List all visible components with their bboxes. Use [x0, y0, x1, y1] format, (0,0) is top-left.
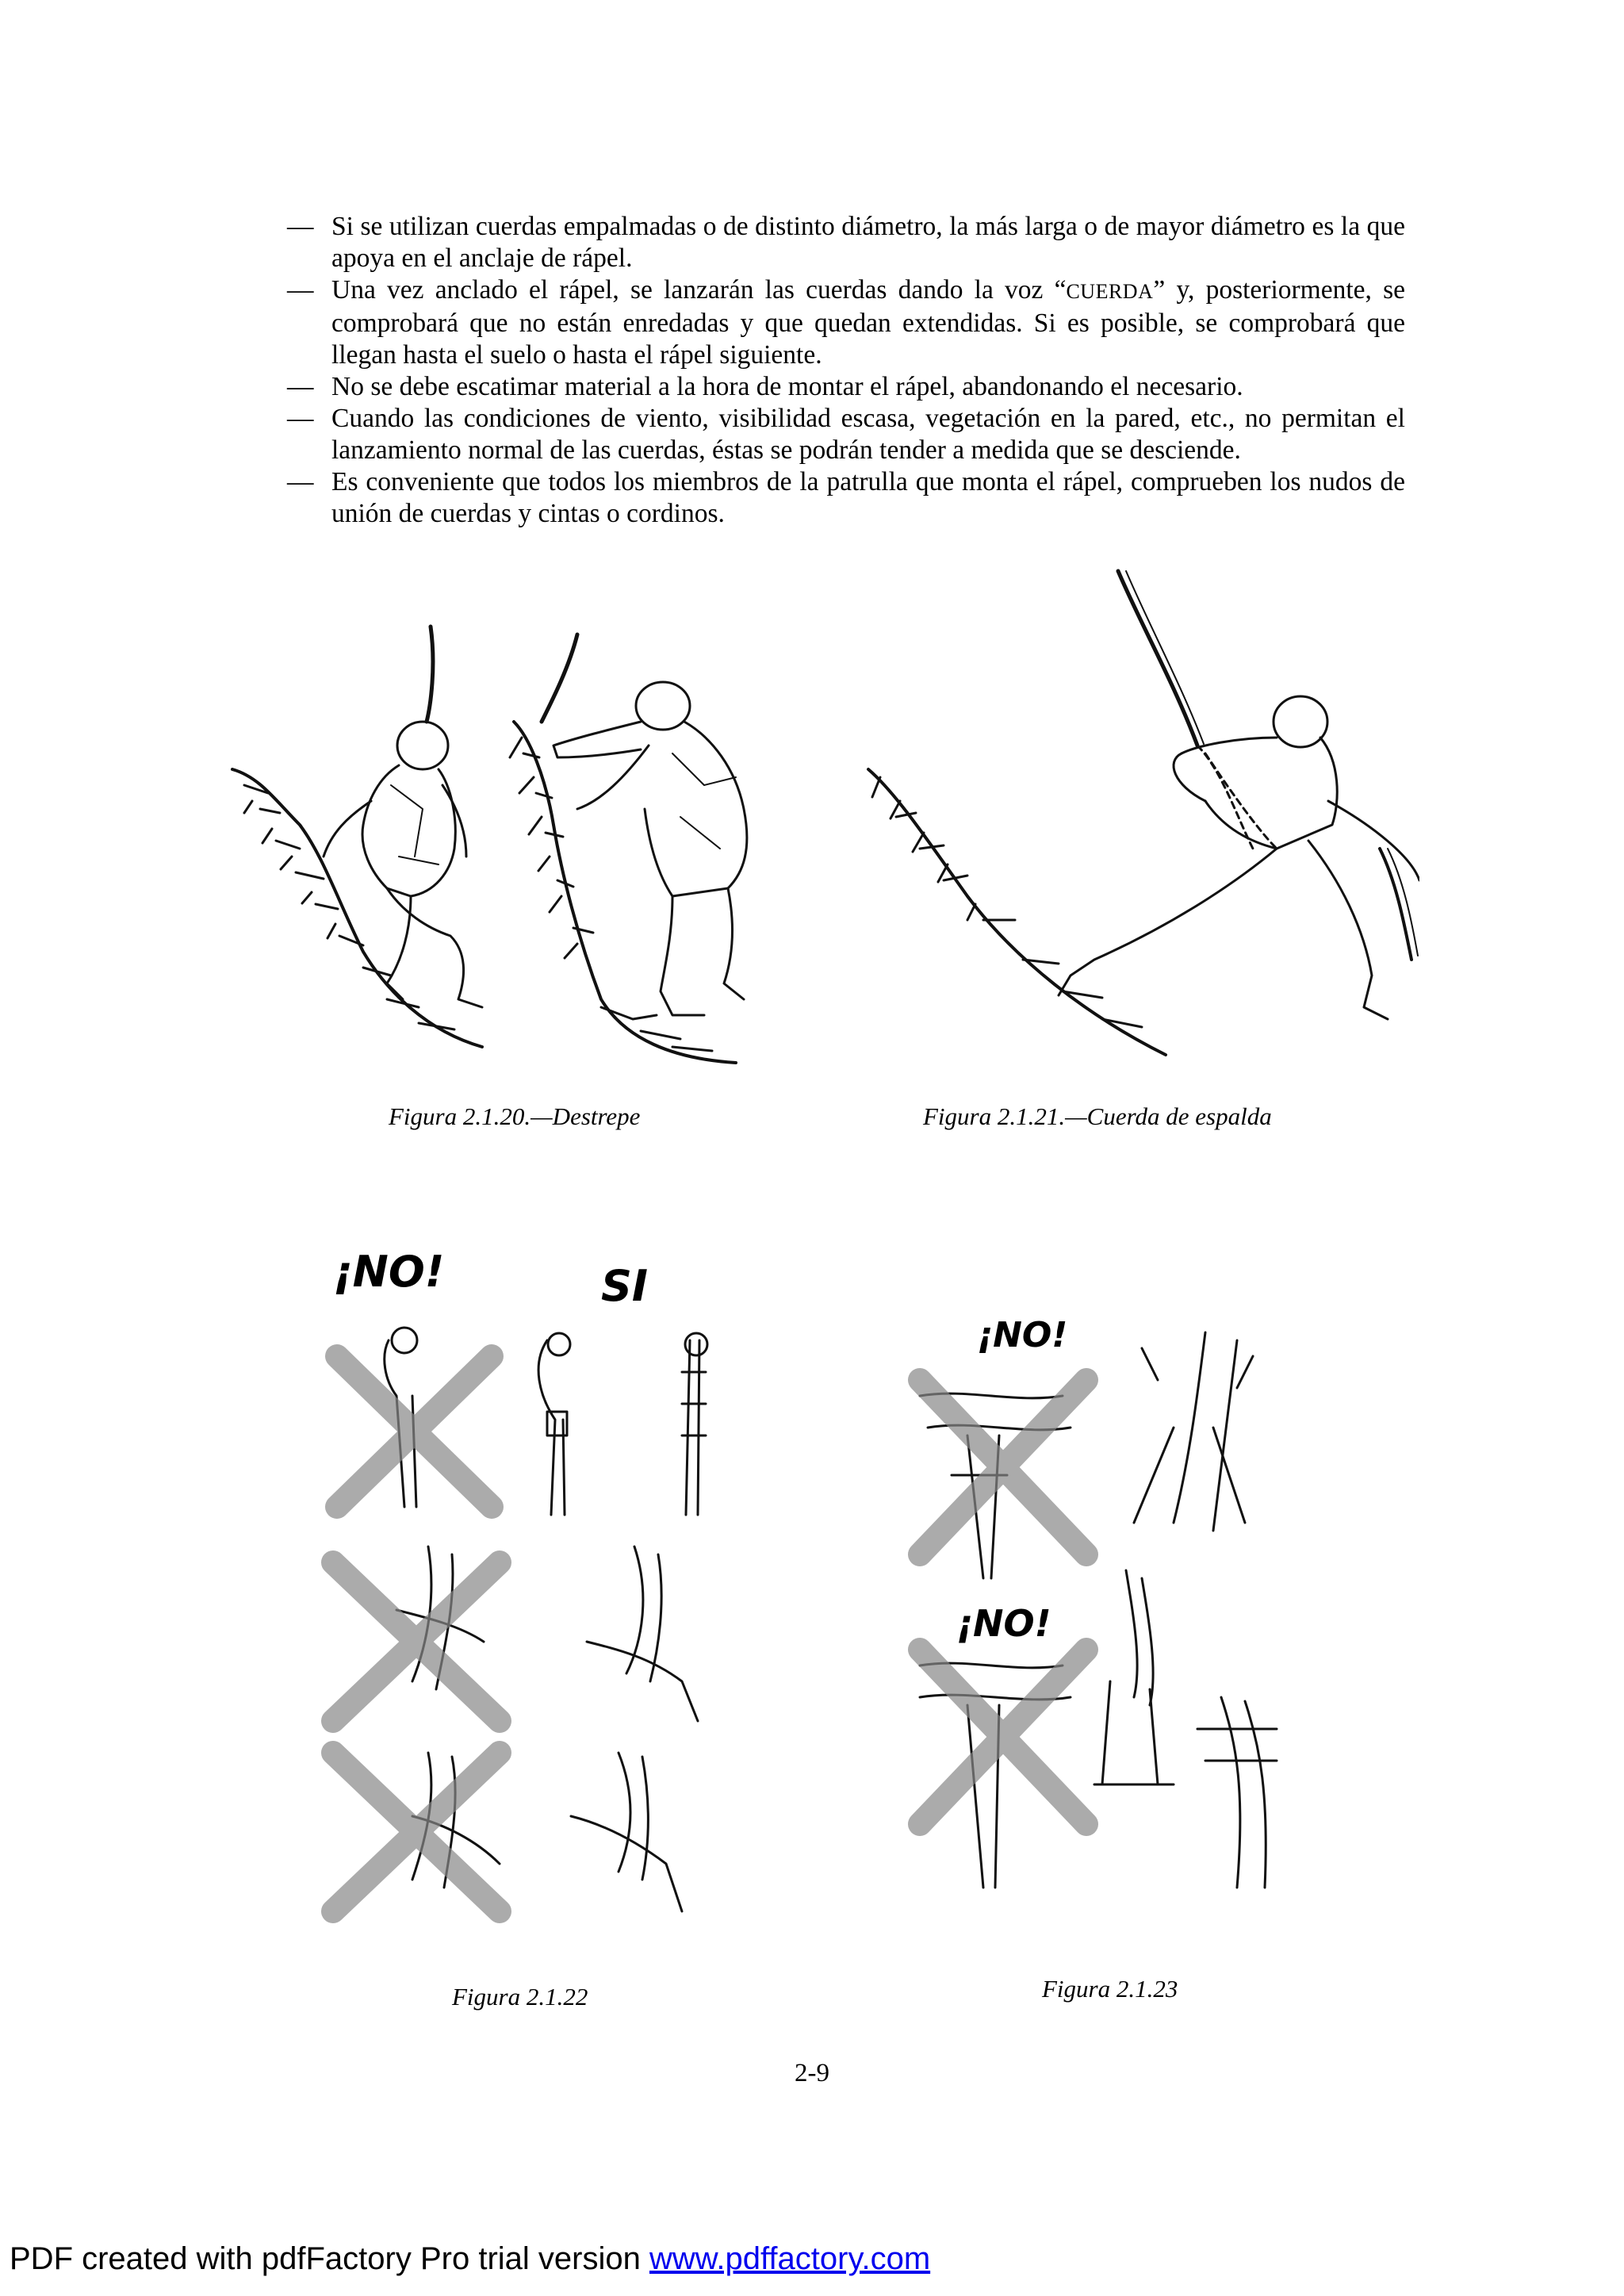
smallcaps-word: CUERDA	[1066, 280, 1154, 303]
page-number: 2-9	[795, 2059, 829, 2087]
bullet-text: Cuando las condiciones de viento, visibilidad escasa, vegetación en la pared, etc., no permitan el lanzamiento normal de las cuerdas, éstas se podrán tender a medida que se desciende.	[331, 404, 1405, 465]
footer-link[interactable]: www.pdffactory.com	[649, 2241, 931, 2276]
figure-caption: Figura 2.1.20.—Destrepe	[389, 1102, 641, 1130]
bullet-item	[287, 466, 1405, 530]
bullet-dash: —	[287, 372, 314, 401]
figure-anchors-illustration	[317, 1309, 745, 1943]
footer-text: PDF created with pdfFactory Pro trial version	[10, 2241, 649, 2276]
bullet-item	[287, 274, 1405, 371]
bullet-text: Si se utilizan cuerdas empalmadas o de distinto diámetro, la más larga o de mayor diámetro es la que apoya en el anclaje de rápel.	[331, 212, 1405, 273]
bullet-text: Una vez anclado el rápel, se lanzarán las cuerdas dando la voz “CUERDA” y, posteriormente, se comprobará que no están enredadas y que quedan extendidas. Si es posible, se comprobará que llegan hasta el suelo o hasta el rápel siguiente.	[331, 275, 1405, 370]
bullet-item	[287, 371, 1405, 403]
figure-caption: Figura 2.1.22	[452, 1983, 588, 2010]
bullet-dash: —	[287, 212, 314, 241]
figure-tree-anchors-illustration	[904, 1317, 1332, 1927]
bullet-item	[287, 403, 1405, 466]
figure-caption: Figura 2.1.21.—Cuerda de espalda	[923, 1102, 1272, 1130]
no-label: ¡NO!	[956, 1602, 1051, 1645]
bullet-text: Es conveniente que todos los miembros de la patrulla que monta el rápel, comprueben los nudos de unión de cuerdas y cintas o cordinos.	[331, 467, 1405, 528]
bullet-dash: —	[287, 275, 314, 305]
bullet-dash: —	[287, 467, 314, 496]
figure-cuerda-espalda-illustration	[864, 563, 1419, 1071]
pdf-footer	[10, 2241, 930, 2277]
bullet-text: No se debe escatimar material a la hora de montar el rápel, abandonando el necesario.	[331, 372, 1243, 401]
no-label: ¡NO!	[333, 1247, 445, 1297]
bullet-dash: —	[287, 404, 314, 433]
figure-caption: Figura 2.1.23	[1042, 1975, 1178, 2003]
bullet-list	[287, 211, 1405, 530]
figure-destrepe-illustration	[228, 619, 815, 1071]
bullet-item	[287, 211, 1405, 274]
si-label: SI	[601, 1261, 648, 1311]
no-label: ¡NO!	[977, 1315, 1068, 1355]
